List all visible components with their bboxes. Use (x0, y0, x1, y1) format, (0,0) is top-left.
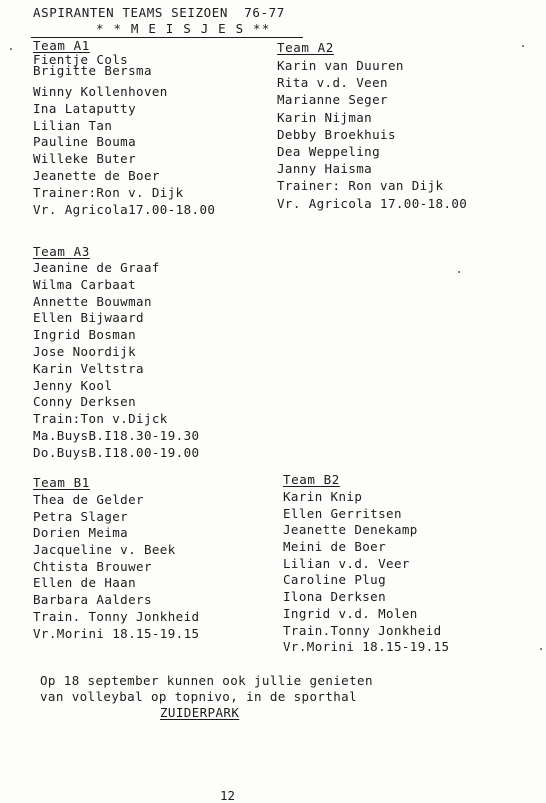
team-a3-line: Ma.BuysB.I18.30-19.30 (33, 427, 200, 443)
team-a3-line: Ingrid Bosman (33, 327, 137, 343)
team-b1-line: Thea de Gelder (33, 492, 144, 507)
team-a3-line: Ellen Bijwaard (33, 310, 144, 326)
team-a2-line: Debby Broekhuis (277, 126, 396, 142)
team-a3-roster (33, 260, 199, 462)
team-b2-line: Caroline Plug (283, 572, 387, 588)
team-b2-line: Meini de Boer (283, 539, 387, 555)
team-b2-line: Jeanette Denekamp (283, 522, 418, 538)
team-a3-line: Wilma Carbaat (33, 276, 137, 292)
announcement-line: Op 18 september kunnen ook jullie genieten (40, 673, 373, 688)
team-a3-line: Jeanine de Graaf (33, 260, 160, 275)
team-a1-line: Willeke Buter (33, 151, 137, 167)
team-a1-heading: Team A1 (33, 38, 90, 53)
team-a2-line: Rita v.d. Veen (277, 75, 388, 91)
team-a3-line: Annette Bouwman (33, 293, 152, 309)
team-a1-line: Winny Kollenhoven (33, 84, 168, 99)
team-a2-line: Karin Nijman (277, 109, 373, 125)
team-a1-line: Brigitte Bersma (33, 63, 152, 78)
team-a3-line: Conny Derksen (33, 394, 137, 410)
team-a2-roster (277, 57, 467, 212)
team-a2-line: Vr. Agricola 17.00-18.00 (277, 195, 468, 211)
document-subtitle: * * M E I S J E S ** (96, 21, 271, 36)
team-b1-line: Vr.Morini 18.15-19.15 (33, 625, 200, 641)
announcement-venue: ZUIDERPARK (160, 705, 240, 720)
team-a1-line: Fientje Cols (33, 52, 129, 67)
team-b1-roster (33, 492, 199, 642)
team-a3-line: Jenny Kool (33, 377, 113, 393)
team-a2-line: Marianne Seger (277, 92, 388, 108)
team-b2-roster (283, 489, 449, 656)
team-a1-line: Jeanette de Boer (33, 167, 160, 183)
team-b1-line: Dorien Meima (33, 525, 129, 541)
team-b2-line: Ellen Gerritsen (283, 505, 402, 521)
document-title: ASPIRANTEN TEAMS SEIZOEN 76-77 (33, 5, 285, 20)
team-b1-line: Chtista Brouwer (33, 558, 152, 574)
team-a3-heading: Team A3 (33, 244, 90, 259)
team-a3-line: Train:Ton v.Dijck (33, 411, 168, 427)
team-a2-line: Karin van Duuren (277, 58, 404, 73)
team-b2-heading: Team B2 (283, 472, 340, 487)
team-b1-line: Barbara Aalders (33, 592, 152, 608)
team-a1-line: Ina Lataputty (33, 100, 137, 116)
team-a2-line: Trainer: Ron van Dijk (277, 178, 444, 194)
page-number: 12 (220, 788, 236, 803)
team-b1-line: Petra Slager (33, 508, 129, 524)
scan-speck (522, 45, 524, 47)
team-a1-line: Pauline Bouma (33, 134, 137, 150)
team-b2-line: Vr.Morini 18.15-19.15 (283, 639, 450, 655)
team-a2-line: Janny Haisma (277, 161, 373, 177)
team-a2-line: Dea Weppeling (277, 143, 381, 159)
team-a1-line: Trainer:Ron v. Dijk (33, 184, 184, 200)
team-a1-roster (33, 52, 216, 218)
team-a3-line: Do.BuysB.I18.00-19.00 (33, 444, 200, 460)
team-a1-line: Lilian Tan (33, 117, 113, 133)
team-b2-line: Lilian v.d. Veer (283, 555, 410, 571)
announcement-line: van volleybal op topnivo, in de sporthal (40, 689, 358, 704)
team-b2-line: Train.Tonny Jonkheid (283, 622, 442, 638)
team-b2-line: Karin Knip (283, 489, 363, 504)
team-b2-line: Ingrid v.d. Molen (283, 605, 418, 621)
team-b1-line: Jacqueline v. Beek (33, 542, 176, 558)
team-b1-heading: Team B1 (33, 475, 90, 490)
team-a1-line: Vr. Agricola17.00-18.00 (33, 201, 216, 217)
team-a3-line: Karin Veltstra (33, 360, 144, 376)
team-b1-line: Ellen de Haan (33, 575, 137, 591)
scan-speck (458, 271, 460, 273)
team-b1-line: Train. Tonny Jonkheid (33, 608, 200, 624)
scan-speck (10, 48, 12, 50)
team-b2-line: Ilona Derksen (283, 589, 387, 605)
team-a3-line: Jose Noordijk (33, 343, 137, 359)
team-a2-heading: Team A2 (277, 40, 334, 55)
scan-speck (540, 648, 542, 650)
